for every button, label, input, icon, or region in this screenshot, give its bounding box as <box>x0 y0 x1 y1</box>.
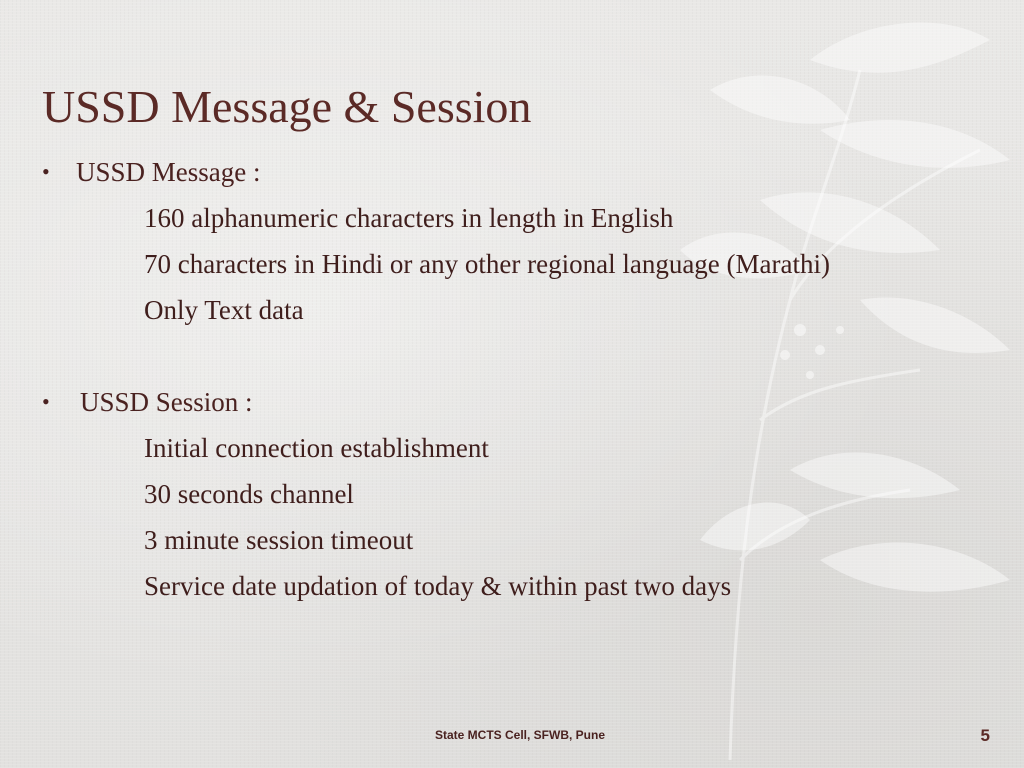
section-heading-ussd-message <box>42 156 261 188</box>
list-item: Initial connection establishment <box>144 433 489 463</box>
bullet-icon: • <box>42 159 50 184</box>
list-item: Only Text data <box>144 295 304 325</box>
list-item: 70 characters in Hindi or any other regional language (Marathi) <box>144 249 830 279</box>
leaf-watermark-graphic <box>560 0 1024 768</box>
list-item: 3 minute session timeout <box>144 525 414 555</box>
page-number: 5 <box>980 726 990 745</box>
section-heading-ussd-session <box>42 386 253 418</box>
slide-footer: State MCTS Cell, SFWB, Pune <box>434 728 605 742</box>
list-item: 30 seconds channel <box>144 479 354 509</box>
section-heading-label: USSD Message : <box>76 157 261 187</box>
slide-title: USSD Message & Session <box>42 81 532 132</box>
list-item: Service date updation of today & within past two days <box>144 571 732 601</box>
bullet-icon: • <box>42 389 50 414</box>
list-item: 160 alphanumeric characters in length in English <box>144 203 674 233</box>
section-heading-label: USSD Session : <box>80 387 253 417</box>
